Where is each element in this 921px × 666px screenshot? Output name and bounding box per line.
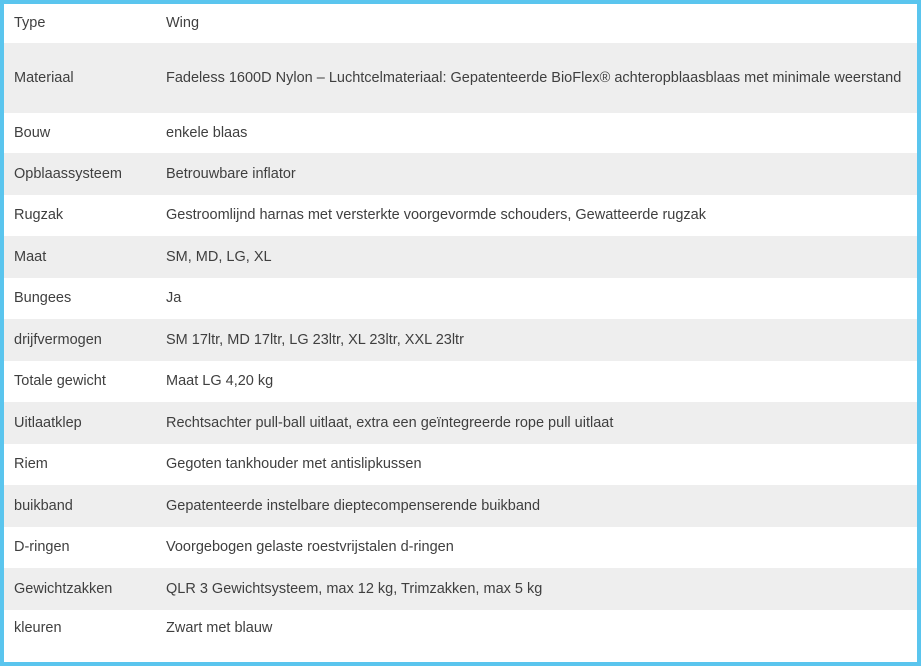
row-value: Fadeless 1600D Nylon – Luchtcelmateriaal: Gepatenteerde BioFlex® achteropblaasblaas met minimale weerstand bbox=[154, 43, 917, 113]
table-row bbox=[4, 319, 917, 361]
table-row bbox=[4, 402, 917, 444]
row-value: Gegoten tankhouder met antislipkussen bbox=[154, 444, 917, 485]
table-row bbox=[4, 568, 917, 610]
row-label: Maat bbox=[4, 236, 154, 278]
table-row bbox=[4, 113, 917, 153]
row-label: Riem bbox=[4, 444, 154, 485]
table-row bbox=[4, 444, 917, 485]
table-row bbox=[4, 610, 917, 647]
table-row bbox=[4, 485, 917, 527]
row-value: SM 17ltr, MD 17ltr, LG 23ltr, XL 23ltr, XXL 23ltr bbox=[154, 319, 917, 361]
row-value: Ja bbox=[154, 278, 917, 319]
row-label: Gewichtzakken bbox=[4, 568, 154, 610]
table-row bbox=[4, 43, 917, 113]
row-value: Gestroomlijnd harnas met versterkte voorgevormde schouders, Gewatteerde rugzak bbox=[154, 195, 917, 236]
table-row bbox=[4, 278, 917, 319]
table-row bbox=[4, 236, 917, 278]
row-label: D-ringen bbox=[4, 527, 154, 568]
row-value: Maat LG 4,20 kg bbox=[154, 361, 917, 402]
row-label: drijfvermogen bbox=[4, 319, 154, 361]
spec-table bbox=[4, 4, 917, 647]
row-label: Type bbox=[4, 4, 154, 43]
row-value: SM, MD, LG, XL bbox=[154, 236, 917, 278]
row-value: Zwart met blauw bbox=[154, 610, 917, 647]
table-row bbox=[4, 195, 917, 236]
table-row bbox=[4, 527, 917, 568]
row-value: Gepatenteerde instelbare dieptecompenserende buikband bbox=[154, 485, 917, 527]
row-label: Uitlaatklep bbox=[4, 402, 154, 444]
row-label: Bouw bbox=[4, 113, 154, 153]
row-value: Wing bbox=[154, 4, 917, 43]
table-row bbox=[4, 153, 917, 195]
table-row bbox=[4, 361, 917, 402]
row-label: Rugzak bbox=[4, 195, 154, 236]
row-value: QLR 3 Gewichtsysteem, max 12 kg, Trimzakken, max 5 kg bbox=[154, 568, 917, 610]
table-row bbox=[4, 4, 917, 43]
row-label: buikband bbox=[4, 485, 154, 527]
row-value: Rechtsachter pull-ball uitlaat, extra een geïntegreerde rope pull uitlaat bbox=[154, 402, 917, 444]
row-value: enkele blaas bbox=[154, 113, 917, 153]
row-label: Bungees bbox=[4, 278, 154, 319]
row-label: Totale gewicht bbox=[4, 361, 154, 402]
spec-table-body bbox=[4, 4, 917, 647]
row-label: kleuren bbox=[4, 610, 154, 647]
row-value: Voorgebogen gelaste roestvrijstalen d-ringen bbox=[154, 527, 917, 568]
row-value: Betrouwbare inflator bbox=[154, 153, 917, 195]
row-label: Opblaassysteem bbox=[4, 153, 154, 195]
row-label: Materiaal bbox=[4, 43, 154, 113]
